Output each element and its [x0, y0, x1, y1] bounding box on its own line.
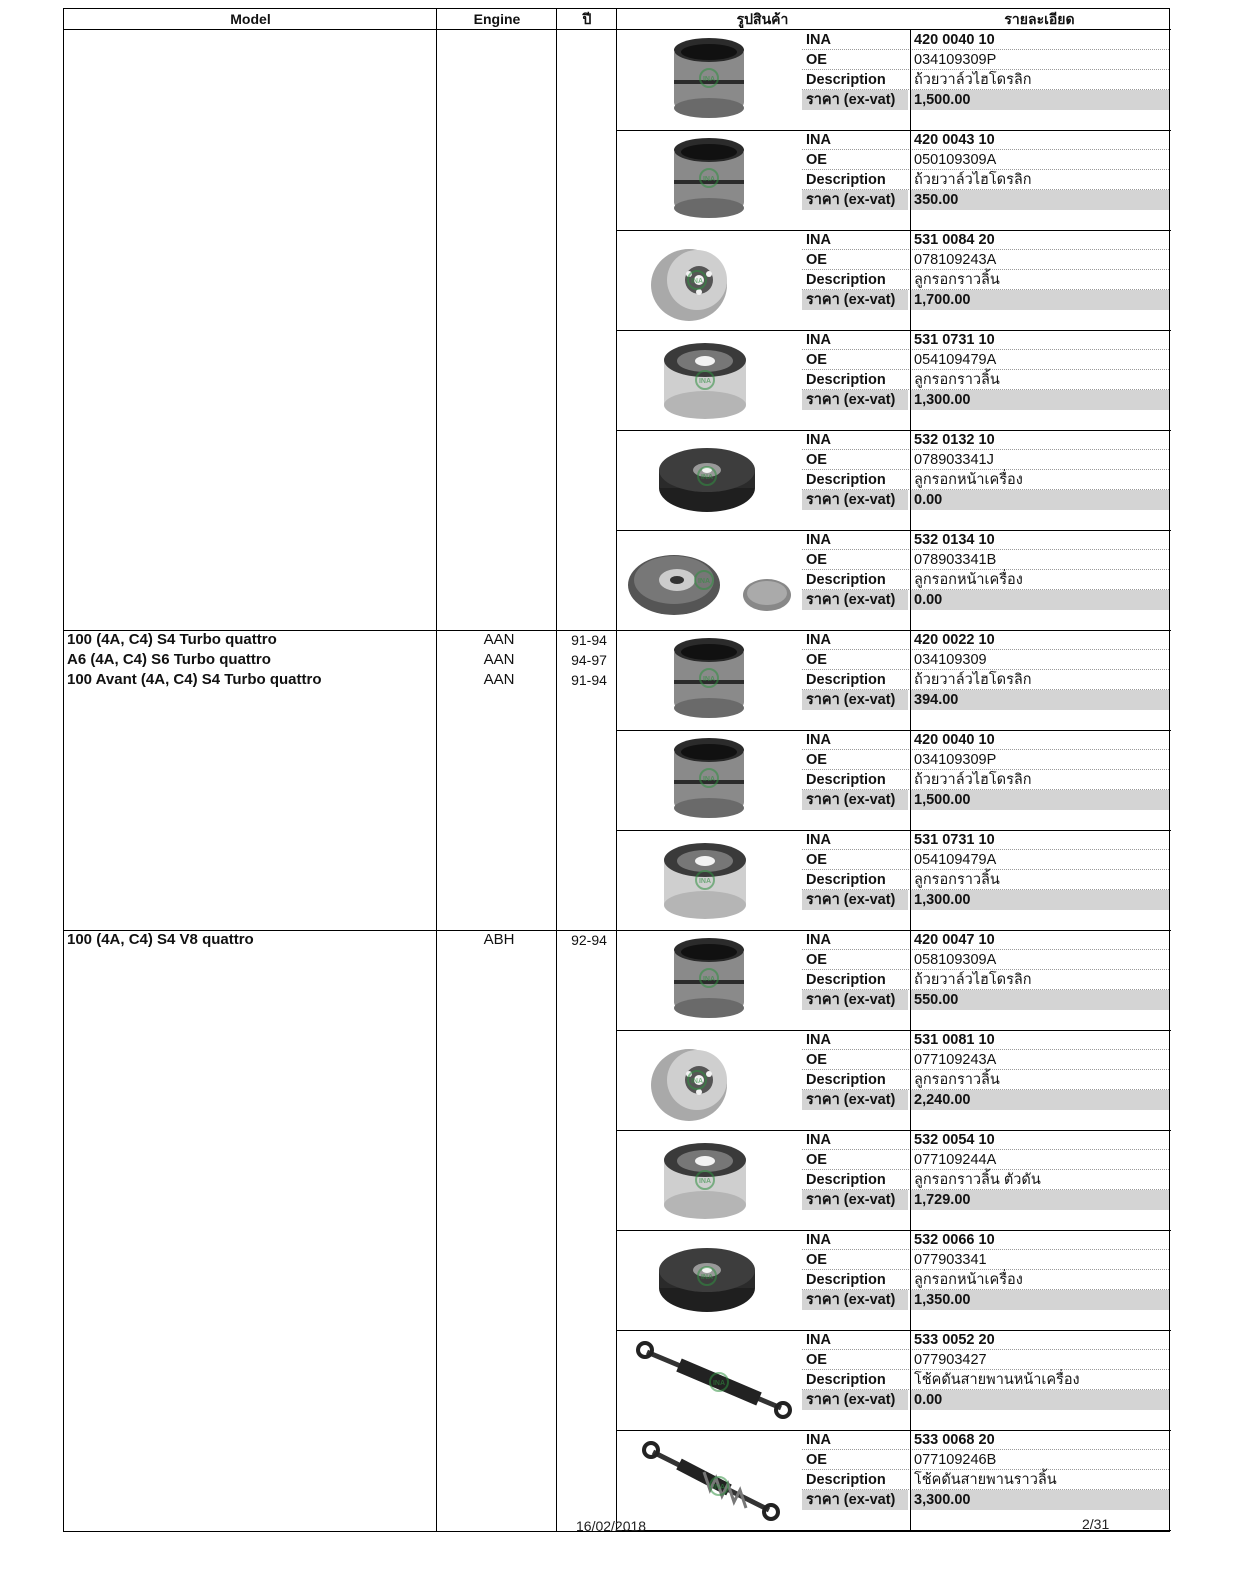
price-value: 550.00	[911, 990, 1169, 1010]
ina-number-label: INA	[806, 32, 831, 48]
description-value: โช้คดันสายพานราวลิ้น	[914, 1472, 1057, 1488]
ina-number-row	[802, 530, 1169, 550]
oe-number-label: OE	[806, 1252, 827, 1268]
model-name: A6 (4A, C4) S6 Turbo quattro	[67, 651, 271, 668]
svg-text:INA: INA	[700, 1274, 714, 1281]
engine-code: AAN	[483, 671, 515, 688]
description-row	[802, 1070, 1169, 1090]
description-row	[802, 270, 1169, 290]
description-row	[802, 770, 1169, 790]
oe-number-value: 034109309	[914, 652, 987, 668]
price-row	[802, 390, 1169, 410]
header-model: Model	[64, 9, 437, 30]
detail-divider	[910, 1130, 911, 1230]
description-value: ถ้วยวาล์วไฮโดรลิก	[914, 172, 1032, 188]
ina-number-value: 533 0068 20	[914, 1432, 995, 1448]
footer-page-number: 2/31	[1082, 1516, 1110, 1532]
detail-divider	[910, 330, 911, 430]
oe-number-row	[802, 1450, 1169, 1470]
oe-number-label: OE	[806, 1352, 827, 1368]
column-divider	[556, 9, 557, 1531]
description-label: Description	[806, 972, 886, 988]
detail-divider	[910, 730, 911, 830]
price-value: 3,300.00	[911, 1490, 1169, 1510]
oe-number-row	[802, 750, 1169, 770]
product-entry	[619, 530, 1171, 630]
detail-divider	[910, 30, 911, 130]
description-value: ลูกรอกราวลิ้น ตัวดัน	[914, 1172, 1041, 1188]
ina-number-value: 420 0043 10	[914, 132, 995, 148]
year-range: 91-94	[571, 632, 607, 648]
ina-number-label: INA	[806, 1332, 831, 1348]
product-image	[619, 730, 802, 830]
description-row	[802, 1170, 1169, 1190]
price-value: 1,300.00	[911, 390, 1169, 410]
ina-number-row	[802, 1230, 1169, 1250]
ina-number-row	[802, 1430, 1169, 1450]
price-label: ราคา (ex-vat)	[802, 490, 908, 510]
ina-number-value: 532 0132 10	[914, 432, 995, 448]
description-label: Description	[806, 772, 886, 788]
description-row	[802, 370, 1169, 390]
oe-number-value: 054109479A	[914, 352, 997, 368]
product-entry	[619, 430, 1171, 530]
price-value: 394.00	[911, 690, 1169, 710]
price-row	[802, 990, 1169, 1010]
description-label: Description	[806, 1172, 886, 1188]
oe-number-label: OE	[806, 1152, 827, 1168]
price-row	[802, 90, 1169, 110]
product-entry	[619, 930, 1171, 1030]
product-image	[619, 530, 802, 630]
price-row	[802, 1390, 1169, 1410]
price-row	[802, 490, 1169, 510]
price-label: ราคา (ex-vat)	[802, 790, 908, 810]
description-label: Description	[806, 472, 886, 488]
oe-number-label: OE	[806, 252, 827, 268]
ina-number-row	[802, 830, 1169, 850]
product-entry	[619, 1430, 1171, 1530]
ina-number-value: 531 0731 10	[914, 332, 995, 348]
price-value: 1,300.00	[911, 890, 1169, 910]
description-label: Description	[806, 572, 886, 588]
description-label: Description	[806, 72, 886, 88]
description-row	[802, 570, 1169, 590]
price-label: ราคา (ex-vat)	[802, 1390, 908, 1410]
product-image	[619, 1330, 802, 1430]
description-value: ลูกรอกราวลิ้น	[914, 1072, 1000, 1088]
ina-number-row	[802, 730, 1169, 750]
oe-number-value: 077903427	[914, 1352, 987, 1368]
oe-number-row	[802, 350, 1169, 370]
description-label: Description	[806, 372, 886, 388]
ina-number-value: 420 0040 10	[914, 732, 995, 748]
price-label: ราคา (ex-vat)	[802, 1090, 908, 1110]
oe-number-row	[802, 1350, 1169, 1370]
oe-number-label: OE	[806, 752, 827, 768]
ina-number-label: INA	[806, 432, 831, 448]
oe-number-label: OE	[806, 1452, 827, 1468]
oe-number-value: 077109244A	[914, 1152, 997, 1168]
product-image	[619, 1230, 802, 1330]
ina-number-label: INA	[806, 932, 831, 948]
oe-number-value: 034109309P	[914, 52, 997, 68]
year-range: 91-94	[571, 672, 607, 688]
oe-number-label: OE	[806, 352, 827, 368]
oe-number-row	[802, 850, 1169, 870]
price-label: ราคา (ex-vat)	[802, 690, 908, 710]
ina-number-value: 420 0040 10	[914, 32, 995, 48]
description-row	[802, 1270, 1169, 1290]
svg-text:INA: INA	[700, 474, 714, 481]
price-row	[802, 590, 1169, 610]
description-label: Description	[806, 872, 886, 888]
product-image	[619, 1030, 802, 1130]
oe-number-label: OE	[806, 852, 827, 868]
price-value: 350.00	[911, 190, 1169, 210]
model-name: 100 (4A, C4) S4 V8 quattro	[67, 931, 254, 948]
ina-number-label: INA	[806, 1132, 831, 1148]
ina-number-row	[802, 30, 1169, 50]
model-name: 100 (4A, C4) S4 Turbo quattro	[67, 631, 277, 648]
oe-number-row	[802, 650, 1169, 670]
oe-number-value: 058109309A	[914, 952, 997, 968]
product-image	[619, 430, 802, 530]
price-row	[802, 690, 1169, 710]
header-details: รายละเอียด	[908, 9, 1171, 30]
detail-divider	[910, 130, 911, 230]
ina-number-row	[802, 430, 1169, 450]
detail-divider	[910, 230, 911, 330]
product-image	[619, 330, 802, 430]
product-image	[619, 130, 802, 230]
product-entry	[619, 130, 1171, 230]
ina-number-row	[802, 1130, 1169, 1150]
description-value: ถ้วยวาล์วไฮโดรลิก	[914, 672, 1032, 688]
ina-number-label: INA	[806, 332, 831, 348]
column-divider	[436, 9, 437, 1531]
product-image	[619, 230, 802, 330]
price-label: ราคา (ex-vat)	[802, 990, 908, 1010]
ina-number-row	[802, 230, 1169, 250]
product-image	[619, 30, 802, 130]
year-range: 94-97	[571, 652, 607, 668]
description-value: ลูกรอกราวลิ้น	[914, 272, 1000, 288]
oe-number-value: 050109309A	[914, 152, 997, 168]
price-value: 1,500.00	[911, 90, 1169, 110]
svg-text:INA: INA	[702, 76, 716, 83]
oe-number-value: 077903341	[914, 1252, 987, 1268]
svg-text:INA: INA	[712, 1484, 726, 1491]
detail-divider	[910, 630, 911, 730]
description-value: ถ้วยวาล์วไฮโดรลิก	[914, 972, 1032, 988]
detail-divider	[910, 1430, 911, 1530]
engine-code: AAN	[483, 651, 515, 668]
description-row	[802, 970, 1169, 990]
ina-number-label: INA	[806, 232, 831, 248]
price-value: 1,700.00	[911, 290, 1169, 310]
product-image	[619, 1430, 802, 1530]
oe-number-label: OE	[806, 952, 827, 968]
ina-number-row	[802, 630, 1169, 650]
description-row	[802, 670, 1169, 690]
description-value: ลูกรอกราวลิ้น	[914, 372, 1000, 388]
oe-number-row	[802, 1050, 1169, 1070]
ina-number-label: INA	[806, 132, 831, 148]
oe-number-row	[802, 950, 1169, 970]
svg-text:INA: INA	[697, 578, 711, 585]
price-label: ราคา (ex-vat)	[802, 590, 908, 610]
description-label: Description	[806, 1372, 886, 1388]
description-value: โช้คดันสายพานหน้าเครื่อง	[914, 1372, 1080, 1388]
description-label: Description	[806, 172, 886, 188]
product-entry	[619, 1130, 1171, 1230]
description-row	[802, 470, 1169, 490]
ina-number-row	[802, 1330, 1169, 1350]
product-entry	[619, 330, 1171, 430]
ina-number-value: 531 0084 20	[914, 232, 995, 248]
price-row	[802, 1190, 1169, 1210]
oe-number-row	[802, 250, 1169, 270]
ina-number-label: INA	[806, 1232, 831, 1248]
price-label: ราคา (ex-vat)	[802, 90, 908, 110]
ina-number-label: INA	[806, 1032, 831, 1048]
oe-number-row	[802, 450, 1169, 470]
ina-number-value: 420 0047 10	[914, 932, 995, 948]
price-label: ราคา (ex-vat)	[802, 1490, 908, 1510]
ina-number-label: INA	[806, 832, 831, 848]
model-name: 100 Avant (4A, C4) S4 Turbo quattro	[67, 671, 322, 688]
detail-divider	[910, 1330, 911, 1430]
product-image	[619, 630, 802, 730]
product-entry	[619, 230, 1171, 330]
oe-number-value: 078903341B	[914, 552, 997, 568]
product-entry	[619, 30, 1171, 130]
oe-number-label: OE	[806, 152, 827, 168]
header-engine: Engine	[437, 9, 557, 30]
oe-number-value: 034109309P	[914, 752, 997, 768]
svg-text:INA: INA	[702, 976, 716, 983]
description-label: Description	[806, 672, 886, 688]
product-image	[619, 1130, 802, 1230]
price-row	[802, 290, 1169, 310]
ina-number-label: INA	[806, 632, 831, 648]
svg-text:INA: INA	[690, 1078, 704, 1085]
description-label: Description	[806, 1272, 886, 1288]
description-label: Description	[806, 272, 886, 288]
price-label: ราคา (ex-vat)	[802, 190, 908, 210]
ina-number-row	[802, 930, 1169, 950]
price-value: 1,729.00	[911, 1190, 1169, 1210]
engine-code: AAN	[483, 631, 515, 648]
oe-number-row	[802, 150, 1169, 170]
ina-number-value: 531 0731 10	[914, 832, 995, 848]
oe-number-value: 077109243A	[914, 1052, 997, 1068]
svg-text:INA: INA	[698, 878, 712, 885]
oe-number-row	[802, 550, 1169, 570]
price-value: 0.00	[911, 490, 1169, 510]
product-entry	[619, 1230, 1171, 1330]
price-row	[802, 890, 1169, 910]
price-value: 0.00	[911, 1390, 1169, 1410]
footer-date: 16/02/2018	[576, 1518, 647, 1534]
ina-number-label: INA	[806, 1432, 831, 1448]
description-row	[802, 1470, 1169, 1490]
description-row	[802, 1370, 1169, 1390]
description-row	[802, 870, 1169, 890]
price-value: 0.00	[911, 590, 1169, 610]
parts-catalog-table	[63, 8, 1170, 1532]
product-entry	[619, 1030, 1171, 1130]
product-entry	[619, 730, 1171, 830]
description-row	[802, 70, 1169, 90]
oe-number-label: OE	[806, 552, 827, 568]
description-value: ลูกรอกหน้าเครื่อง	[914, 572, 1023, 588]
svg-text:INA: INA	[690, 278, 704, 285]
description-value: ลูกรอกราวลิ้น	[914, 872, 1000, 888]
ina-number-value: 532 0054 10	[914, 1132, 995, 1148]
ina-number-value: 532 0066 10	[914, 1232, 995, 1248]
column-divider	[616, 9, 617, 1531]
oe-number-label: OE	[806, 452, 827, 468]
description-value: ลูกรอกหน้าเครื่อง	[914, 1272, 1023, 1288]
price-row	[802, 1290, 1169, 1310]
oe-number-value: 078109243A	[914, 252, 997, 268]
svg-text:INA: INA	[698, 1178, 712, 1185]
description-label: Description	[806, 1072, 886, 1088]
ina-number-label: INA	[806, 732, 831, 748]
oe-number-label: OE	[806, 652, 827, 668]
price-value: 1,350.00	[911, 1290, 1169, 1310]
header-year: ปี	[557, 9, 617, 30]
price-row	[802, 790, 1169, 810]
oe-number-value: 054109479A	[914, 852, 997, 868]
price-label: ราคา (ex-vat)	[802, 390, 908, 410]
engine-code: ABH	[483, 931, 515, 948]
price-row	[802, 1490, 1169, 1510]
year-range: 92-94	[571, 932, 607, 948]
ina-number-label: INA	[806, 532, 831, 548]
description-row	[802, 170, 1169, 190]
ina-number-row	[802, 130, 1169, 150]
detail-divider	[910, 430, 911, 530]
oe-number-value: 077109246B	[914, 1452, 997, 1468]
product-entry	[619, 830, 1171, 930]
oe-number-row	[802, 1250, 1169, 1270]
svg-text:INA: INA	[702, 776, 716, 783]
ina-number-row	[802, 1030, 1169, 1050]
product-entry	[619, 630, 1171, 730]
oe-number-label: OE	[806, 1052, 827, 1068]
description-value: ถ้วยวาล์วไฮโดรลิก	[914, 772, 1032, 788]
detail-divider	[910, 530, 911, 630]
price-label: ราคา (ex-vat)	[802, 1190, 908, 1210]
svg-text:INA: INA	[702, 176, 716, 183]
price-label: ราคา (ex-vat)	[802, 290, 908, 310]
detail-divider	[910, 930, 911, 1030]
ina-number-value: 420 0022 10	[914, 632, 995, 648]
oe-number-value: 078903341J	[914, 452, 994, 468]
svg-text:INA: INA	[702, 676, 716, 683]
ina-number-row	[802, 330, 1169, 350]
price-value: 2,240.00	[911, 1090, 1169, 1110]
ina-number-value: 532 0134 10	[914, 532, 995, 548]
detail-divider	[910, 1030, 911, 1130]
price-label: ราคา (ex-vat)	[802, 890, 908, 910]
oe-number-label: OE	[806, 52, 827, 68]
detail-divider	[910, 830, 911, 930]
product-image	[619, 930, 802, 1030]
price-row	[802, 1090, 1169, 1110]
detail-divider	[910, 1230, 911, 1330]
svg-text:INA: INA	[698, 378, 712, 385]
price-value: 1,500.00	[911, 790, 1169, 810]
oe-number-row	[802, 1150, 1169, 1170]
header-image: รูปสินค้า	[617, 9, 908, 30]
ina-number-value: 531 0081 10	[914, 1032, 995, 1048]
description-value: ลูกรอกหน้าเครื่อง	[914, 472, 1023, 488]
product-entry	[619, 1330, 1171, 1430]
description-value: ถ้วยวาล์วไฮโดรลิก	[914, 72, 1032, 88]
ina-number-value: 533 0052 20	[914, 1332, 995, 1348]
description-label: Description	[806, 1472, 886, 1488]
oe-number-row	[802, 50, 1169, 70]
svg-text:INA: INA	[712, 1380, 726, 1387]
price-label: ราคา (ex-vat)	[802, 1290, 908, 1310]
product-image	[619, 830, 802, 930]
price-row	[802, 190, 1169, 210]
